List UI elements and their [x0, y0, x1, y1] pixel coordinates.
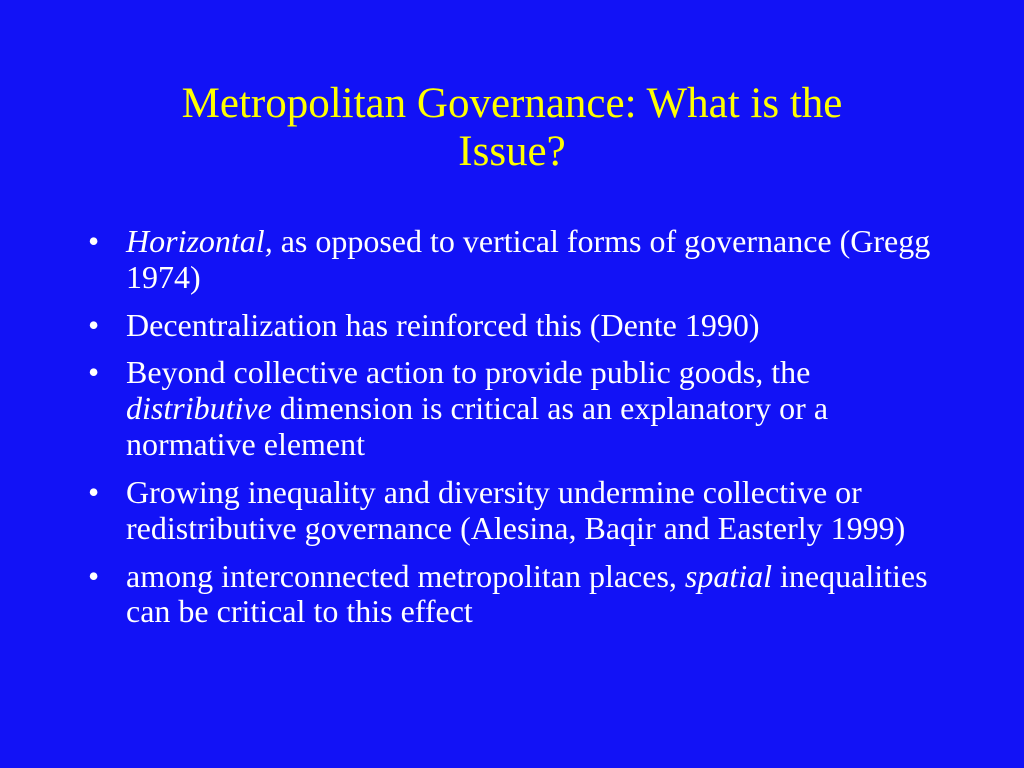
slide-title-line-1: Metropolitan Governance: What is the: [181, 80, 843, 127]
slide-title: [60, 80, 964, 176]
bullet-item-horizontal: [88, 224, 958, 296]
bullet-text: Decentralization has reinforced this (Dente 1990): [126, 306, 760, 343]
bullet-text: as opposed to vertical forms of governance (Gregg 1974): [126, 223, 931, 295]
bullet-text: inequalities can be critical to this effect: [126, 557, 928, 630]
bullet-item-distributive: [88, 355, 958, 462]
bullet-text-emphasis: distributive: [126, 390, 272, 427]
bullet-marker: •: [88, 223, 100, 259]
slide-title-line-2: Issue?: [458, 128, 566, 176]
bullet-marker: •: [88, 306, 100, 343]
bullet-list: [88, 224, 958, 642]
bullet-text-emphasis: spatial: [684, 557, 773, 594]
bullet-marker: •: [88, 473, 100, 510]
bullet-marker: •: [88, 557, 100, 594]
bullet-text: Beyond collective action to provide public goods, the: [126, 354, 811, 391]
bullet-text: Growing inequality and diversity undermine collective or redistributive governance (Alesina, Baqir and Easterly 1999): [126, 473, 906, 546]
bullet-marker: •: [88, 354, 100, 391]
bullet-item-decentralization: [88, 308, 958, 344]
bullet-text-emphasis: Horizontal,: [126, 223, 273, 259]
bullet-text: dimension is critical as an explanatory or a normative element: [126, 390, 829, 463]
bullet-text: among interconnected metropolitan places,: [126, 557, 685, 594]
bullet-item-spatial: [88, 559, 958, 631]
bullet-item-inequality: [88, 475, 958, 547]
